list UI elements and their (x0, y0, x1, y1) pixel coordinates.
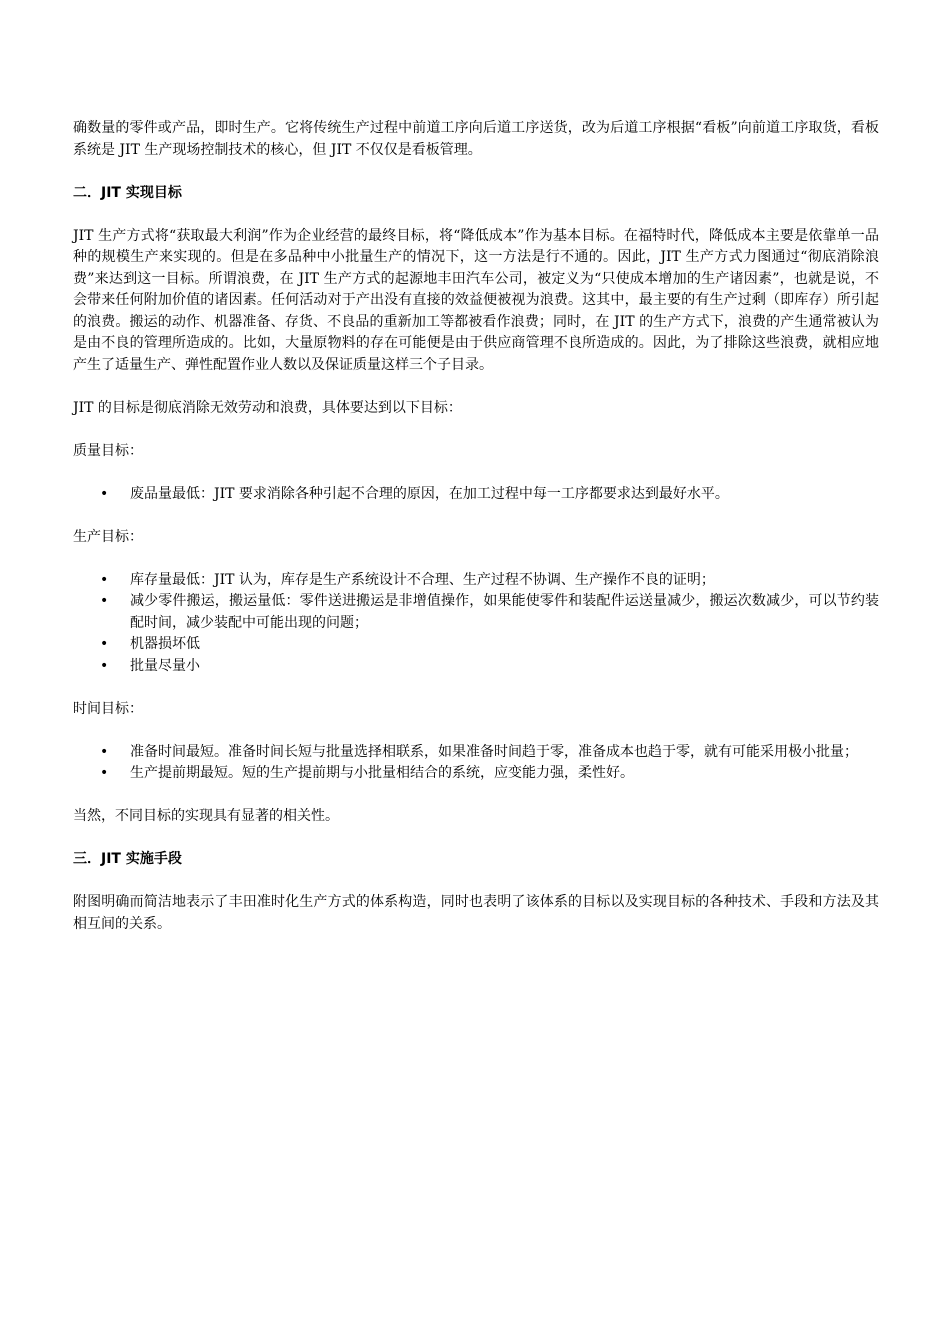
list-item (73, 634, 879, 656)
production-goals-list (73, 570, 879, 678)
time-goals-list (73, 742, 879, 785)
list-item (73, 763, 879, 785)
bullet-icon: • (100, 593, 109, 609)
bullet-icon: • (100, 485, 109, 502)
intro-paragraph: 确数量的零件或产品，即时生产。它将传统生产过程中前道工序向后道工序送货，改为后道工序根据“看板”向前道工序取货，看板系统是 JIT 生产现场控制技术的核心，但 JIT 不仅仅是看板管理。 (73, 120, 879, 158)
section-3-heading: 三．JIT 实施手段 (73, 851, 182, 867)
section-2-paragraph-2: JIT 的目标是彻底消除无效劳动和浪费，具体要达到以下目标： (73, 399, 462, 416)
section-2-paragraph-1: JIT 生产方式将“获取最大利润”作为企业经营的最终目标，将“降低成本”作为基本目标。在福特时代，降低成本主要是依靠单一品种的规模生产来实现的。但是在多品种中小批量生产的情况下，这一方法是行不通的。因此，JIT 生产方式力图通过“彻底消除浪费”来达到这一目标。所谓浪费，在 JIT 生产方式的起源地丰田汽车公司，被定义为“只使成本增加的生产诸因素”，也就是说，不会带来任何附加价值的诸因素。任何活动对于产出没有直接的效益便被视为浪费。这其中，最主要的有生产过剩（即库存）所引起的浪费。搬运的动作、机器准备、存货、不良品的重新加工等都被看作浪费；同时，在 JIT 的生产方式下，浪费的产生通常被认为是由不良的管理所造成的。比如，大量原物料的存在可能便是由于供应商管理不良所造成的。因此，为了排除这些浪费，就相应地产生了适量生产、弹性配置作业人数以及保证质量这样三个子目录。 (73, 227, 879, 373)
bullet-icon: • (100, 636, 109, 652)
list-item-text: 准备时间最短。准备时间长短与批量选择相联系，如果准备时间趋于零，准备成本也趋于零，就有可能采用极小批量； (130, 743, 858, 760)
list-item-text: 批量尽量小 (130, 657, 200, 674)
list-item (73, 742, 879, 764)
list-item (73, 570, 879, 592)
list-item (73, 484, 879, 506)
production-goals-label: 生产目标： (73, 528, 143, 545)
document-page (73, 118, 879, 935)
bullet-icon: • (100, 765, 109, 781)
list-item-text: 减少零件搬运，搬运量低：零件送进搬运是非增值操作，如果能使零件和装配件运送量减少，搬运次数减少，可以节约装配时间，减少装配中可能出现的问题； (130, 593, 879, 631)
bullet-icon: • (100, 571, 109, 588)
list-item-text: 生产提前期最短。短的生产提前期与小批量相结合的系统，应变能力强，柔性好。 (130, 765, 634, 781)
section-2-heading: 二．JIT 实现目标 (73, 184, 182, 201)
bullet-icon: • (100, 743, 109, 760)
time-goals-label: 时间目标： (73, 700, 143, 717)
quality-goals-list (73, 484, 879, 506)
quality-goals-label: 质量目标： (73, 442, 143, 459)
bullet-icon: • (100, 657, 109, 674)
list-item-text: 机器损坏低 (130, 636, 200, 652)
list-item-text: 库存量最低：JIT 认为，库存是生产系统设计不合理、生产过程不协调、生产操作不良的证明； (130, 571, 715, 588)
list-item (73, 591, 879, 634)
list-item (73, 656, 879, 678)
section-3-paragraph-1: 附图明确而简洁地表示了丰田准时化生产方式的体系构造，同时也表明了该体系的目标以及实现目标的各种技术、手段和方法及其相互间的关系。 (73, 894, 879, 932)
section-2-conclusion: 当然，不同目标的实现具有显著的相关性。 (73, 808, 339, 824)
list-item-text: 废品量最低：JIT 要求消除各种引起不合理的原因，在加工过程中每一工序都要求达到最好水平。 (130, 485, 729, 502)
